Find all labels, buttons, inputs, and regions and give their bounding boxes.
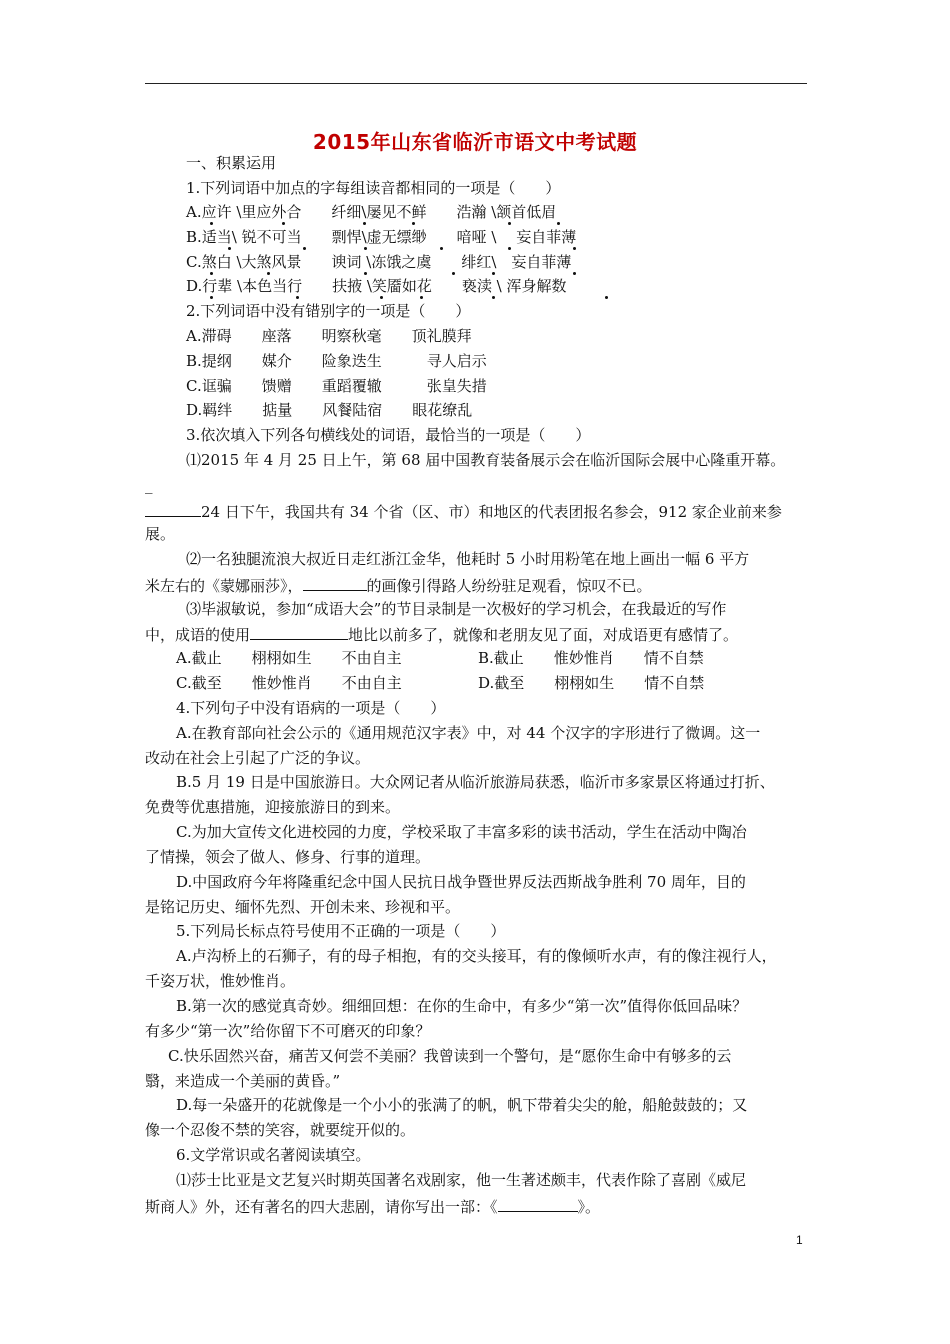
emphasis-dot <box>573 247 576 250</box>
q1-option-b: B.适当\ 锐不可当 剽悍\虚无缥缈 喑哑 \ 妄自菲薄 <box>186 228 577 246</box>
q3-stem: 3.依次填入下列各句横线处的词语，最恰当的一项是（ ） <box>186 426 591 444</box>
q5-option-b-cont: 有多少“第一次”给你留下不可磨灭的印象？ <box>145 1022 431 1040</box>
q5-option-a: A.卢沟桥上的石狮子，有的母子相抱，有的交头接耳，有的像倾听水声，有的像注视行人， <box>176 947 777 965</box>
q3-option-d: D.截至 栩栩如生 情不自禁 <box>478 674 705 692</box>
q4-option-c: C.为加大宣传文化进校园的力度，学校采取了丰富多彩的读书活动，学生在活动中陶冶 <box>176 823 747 841</box>
page-number: 1 <box>796 1233 803 1247</box>
q5-option-c-cont: 翳，来造成一个美丽的黄昏。” <box>145 1072 341 1090</box>
q5-option-c: C.快乐固然兴奋，痛苦又何尝不美丽？我曾读到一个警句，是“愿你生命中有够多的云 <box>168 1047 732 1065</box>
emphasis-dot <box>282 222 285 225</box>
emphasis-dot <box>296 296 299 299</box>
q3-passage-1-cont: 24 日下午，我国共有 34 个省（区、市）和地区的代表团报名参会，912 家企业前来参 <box>145 500 782 522</box>
q4-option-b-cont: 免费等优惠措施，迎接旅游日的到来。 <box>145 798 401 816</box>
q5-stem: 5.下列局长标点符号使用不正确的一项是（ ） <box>176 922 506 940</box>
emphasis-dot <box>440 247 443 250</box>
q2-option-b: B.提纲 媒介 险象迭生 寻人启示 <box>186 352 487 370</box>
q1-stem: 1.下列词语中加点的字每组读音都相同的一项是（ ） <box>186 179 561 197</box>
emphasis-dot <box>228 247 231 250</box>
q6-passage-1-cont: 斯商人》外，还有著名的四大悲剧，请你写出一部：《 》。 <box>145 1195 600 1217</box>
emphasis-dot <box>420 296 423 299</box>
emphasis-dot <box>573 272 576 275</box>
fill-blank-4[interactable] <box>498 1195 578 1212</box>
q4-stem: 4.下列句子中没有语病的一项是（ ） <box>176 699 446 717</box>
q4-option-d: D.中国政府今年将隆重纪念中国人民抗日战争暨世界反法西斯战争胜利 70 周年，目的 <box>176 873 746 891</box>
q2-option-a: A.滞碍 座落 明察秋毫 顶礼膜拜 <box>186 327 472 345</box>
q3-option-a: A.截止 栩栩如生 不由自主 <box>176 649 402 667</box>
q6-passage-1: ⑴莎士比亚是文艺复兴时期英国著名戏剧家，他一生著述颇丰，代表作除了喜剧《威尼 <box>176 1171 747 1189</box>
emphasis-dot <box>303 247 306 250</box>
emphasis-dot <box>210 222 213 225</box>
emphasis-dot <box>380 296 383 299</box>
q4-option-a-cont: 改动在社会上引起了广泛的争议。 <box>145 749 371 767</box>
emphasis-dot <box>492 296 495 299</box>
q5-option-a-cont: 千姿万状，惟妙惟肖。 <box>145 972 296 990</box>
q4-option-b: B.5 月 19 日是中国旅游日。大众网记者从临沂旅游局获悉，临沂市多家景区将通过打折、 <box>176 773 775 791</box>
q4-option-c-cont: 了情操，领会了做人、修身、行事的道理。 <box>145 848 431 866</box>
emphasis-dot <box>210 272 213 275</box>
emphasis-dot <box>363 222 366 225</box>
q5-option-b: B.第一次的感觉真奇妙。细细回想：在你的生命中，有多少“第一次”值得你低回品味？ <box>176 997 748 1015</box>
q3-option-c: C.截至 惟妙惟肖 不由自主 <box>176 674 402 692</box>
emphasis-dot <box>508 222 511 225</box>
q2-stem: 2.下列词语中没有错别字的一项是（ ） <box>186 302 471 320</box>
q2-option-c: C.诓骗 馈赠 重蹈覆辙 张皇失措 <box>186 377 487 395</box>
q5-option-d-cont: 像一个忍俊不禁的笑容，就要绽开似的。 <box>145 1121 416 1139</box>
fill-blank-1[interactable] <box>145 500 201 517</box>
q3-passage-1-mark: _ <box>145 476 153 494</box>
q3-passage-3-cont: 中，成语的使用 地比以前多了，就像和老朋友见了面，对成语更有感情了。 <box>145 623 738 645</box>
section-heading: 一、积累运用 <box>186 154 277 172</box>
header-rule <box>145 83 807 84</box>
q4-option-a: A.在教育部向社会公示的《通用规范汉字表》中，对 44 个汉字的字形进行了微调。这一 <box>176 724 761 742</box>
fill-blank-3[interactable] <box>250 623 348 640</box>
q5-option-d: D.每一朵盛开的花就像是一个小小的张满了的帆，帆下带着尖尖的舱，船舱鼓鼓的；又 <box>176 1096 748 1114</box>
q1-option-c: C.煞白 \大煞风景 谀词 \冻饿之虞 绯红\ 妄自菲薄 <box>186 253 572 271</box>
q1-option-d: D.行辈 \本色当行 扶掖 \笑靥如花 亵渎 \ 浑身解数 <box>186 277 567 295</box>
emphasis-dot <box>412 222 415 225</box>
q3-passage-1-end: 展。 <box>145 525 176 543</box>
emphasis-dot <box>452 272 455 275</box>
page-title: 2015年山东省临沂市语文中考试题 <box>312 130 638 154</box>
q3-passage-2: ⑵一名独腿流浪大叔近日走红浙江金华，他耗时 5 小时用粉笔在地上画出一幅 6 平方 <box>186 550 750 568</box>
q3-passage-3: ⑶毕淑敏说，参加“成语大会”的节目录制是一次极好的学习机会，在我最近的写作 <box>186 600 727 618</box>
q3-passage-2-cont: 米左右的《蒙娜丽莎》， 的画像引得路人纷纷驻足观看，惊叹不已。 <box>145 574 652 596</box>
emphasis-dot <box>508 247 511 250</box>
q6-stem: 6.文学常识或名著阅读填空。 <box>176 1146 371 1164</box>
emphasis-dot <box>557 222 560 225</box>
emphasis-dot <box>364 272 367 275</box>
emphasis-dot <box>364 247 367 250</box>
emphasis-dot <box>267 272 270 275</box>
emphasis-dot <box>605 296 608 299</box>
q3-passage-1: ⑴2015 年 4 月 25 日上午，第 68 届中国教育装备展示会在临沂国际会展中心隆重开幕。 <box>186 451 786 469</box>
fill-blank-2[interactable] <box>303 574 367 591</box>
emphasis-dot <box>210 296 213 299</box>
q2-option-d: D.羁绊 掂量 风餐陆宿 眼花缭乱 <box>186 401 473 419</box>
q3-option-b: B.截止 惟妙惟肖 情不自禁 <box>478 649 704 667</box>
emphasis-dot <box>492 272 495 275</box>
q4-option-d-cont: 是铭记历史、缅怀先烈、开创未来、珍视和平。 <box>145 898 461 916</box>
q1-option-a: A.应许 \里应外合 纤细\屡见不鲜 浩瀚 \颔首低眉 <box>186 203 557 221</box>
